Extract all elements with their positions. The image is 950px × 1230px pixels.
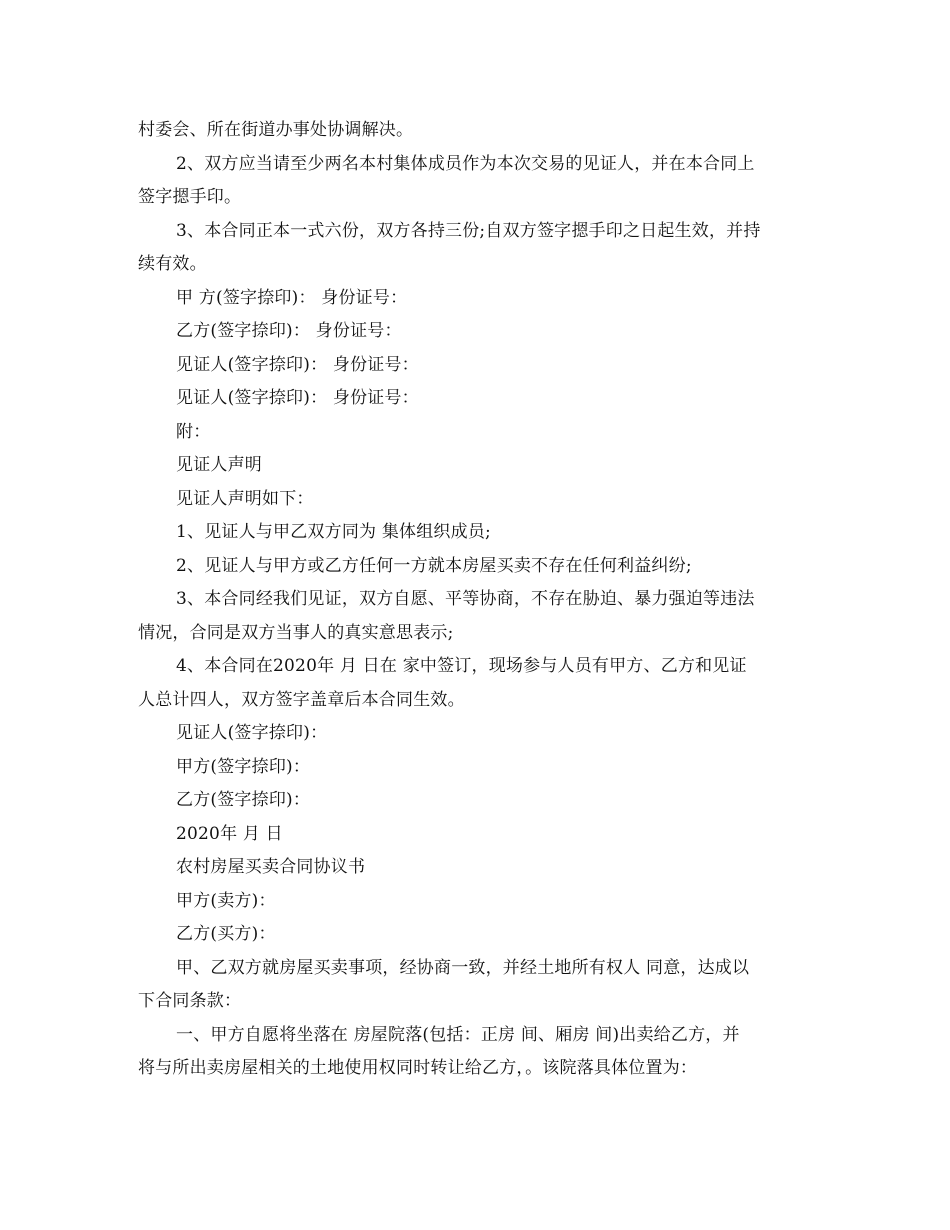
document-line: 附： (176, 421, 211, 442)
document-line: 3、本合同经我们见证，双方自愿、平等协商，不存在胁迫、暴力强迫等违法 (176, 589, 755, 609)
document-line: 村委会、所在街道办事处协调解决。 (138, 120, 414, 140)
document-line: 续有效。 (138, 254, 207, 274)
document-line: 乙方(签字捺印)： (176, 790, 311, 810)
document-line: 见证人(签字捺印)： 身份证号： (176, 388, 419, 408)
document-line: 1、见证人与甲乙双方同为 集体组织成员; (176, 522, 491, 542)
document-line: 甲、乙双方就房屋买卖事项，经协商一致，并经土地所有权人 同意，达成以 (176, 957, 750, 978)
document-line: 一、甲方自愿将坐落在 房屋院落(包括：正房 间、厢房 间)出卖给乙方，并 (176, 1024, 740, 1045)
document-line: 2、见证人与甲方或乙方任何一方就本房屋买卖不存在任何利益纠纷; (176, 555, 692, 576)
document-line: 乙方(买方)： (176, 924, 276, 944)
document-line: 见证人(签字捺印)： 身份证号： (176, 354, 419, 375)
document-line: 甲 方(签字捺印)： 身份证号： (176, 287, 408, 308)
document-line: 人总计四人，双方签字盖章后本合同生效。 (138, 689, 465, 710)
document-line: 甲方(签字捺印)： (176, 756, 311, 777)
document-line: 2020年 月 日 (176, 823, 283, 844)
document-line: 3、本合同正本一式六份，双方各持三份;自双方签字摁手印之日起生效，并持 (176, 220, 761, 241)
document-line: 乙方(签字捺印)： 身份证号： (176, 321, 402, 341)
document-line: 2、双方应当请至少两名本村集体成员作为本次交易的见证人，并在本合同上 (176, 153, 755, 174)
document-body (138, 114, 818, 1086)
document-line: 甲方(卖方)： (176, 890, 276, 911)
document-line: 签字摁手印。 (138, 187, 242, 207)
document-line: 情况，合同是双方当事人的真实意思表示; (138, 622, 454, 643)
document-line: 下合同条款： (138, 991, 242, 1011)
document-line: 4、本合同在2020年 月 日在 家中签订，现场参与人员有甲方、乙方和见证 (176, 656, 747, 676)
document-line: 农村房屋买卖合同协议书 (176, 857, 366, 877)
document-line: 见证人声明 (176, 455, 262, 475)
document-line: 将与所出卖房屋相关的土地使用权同时转让给乙方，。该院落具体位置为： (138, 1058, 698, 1078)
document-line: 见证人(签字捺印)： (176, 723, 328, 743)
document-line: 见证人声明如下： (176, 488, 314, 509)
